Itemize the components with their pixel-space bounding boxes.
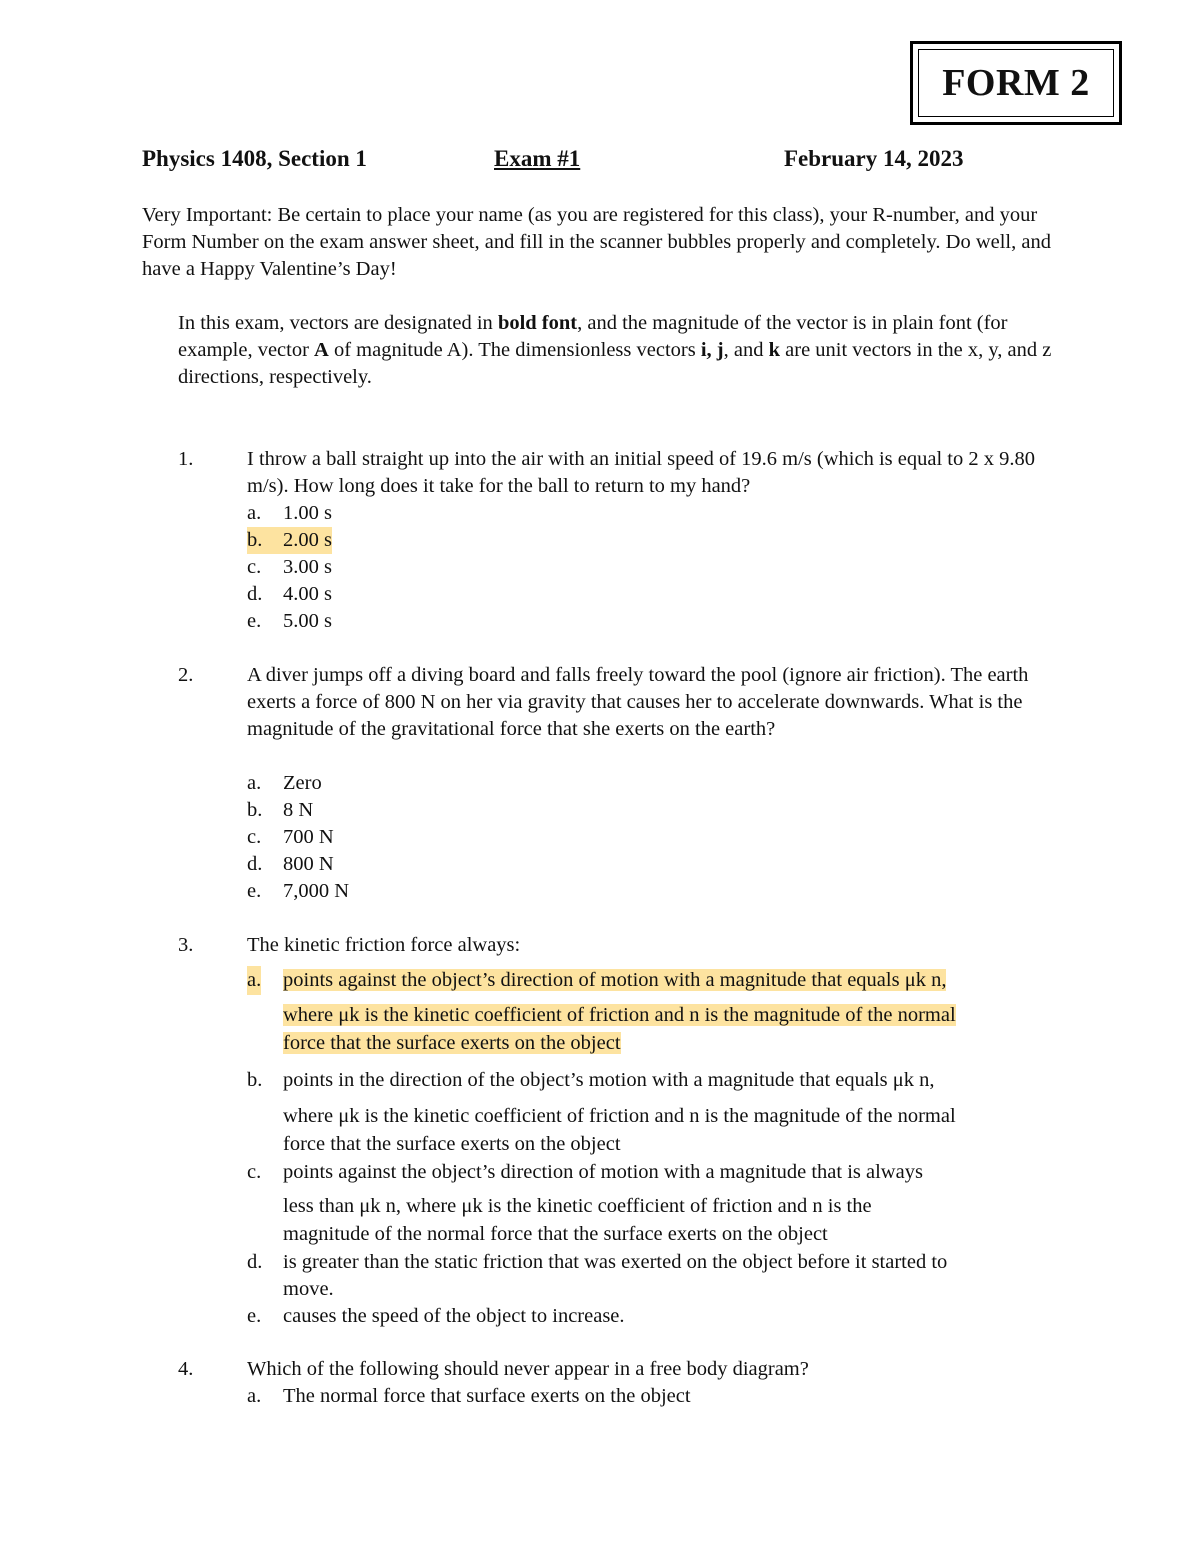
option-text: 1.00 s <box>283 502 332 524</box>
option-text-line: force that the surface exerts on the object <box>283 1133 621 1155</box>
option-text-line: points in the direction of the object’s motion with a magnitude that equals μk n, <box>283 1069 935 1091</box>
question-number: 1. <box>178 448 194 470</box>
question-number: 4. <box>178 1358 194 1380</box>
answer-option <box>247 608 332 635</box>
answer-option <box>247 851 334 878</box>
option-text: Zero <box>283 772 322 794</box>
course-title: Physics 1408, Section 1 <box>142 146 367 171</box>
option-letter: a. <box>247 502 262 524</box>
option-text-line: causes the speed of the object to increase. <box>283 1305 625 1327</box>
option-text: 4.00 s <box>283 583 332 605</box>
option-text-line: where μk is the kinetic coefficient of friction and n is the magnitude of the normal <box>283 1105 956 1127</box>
option-letter: c. <box>247 826 262 848</box>
answer-option <box>247 797 313 824</box>
option-text: 5.00 s <box>283 610 332 632</box>
question-text: The kinetic friction force always: <box>247 934 521 956</box>
answer-option <box>247 824 334 851</box>
answer-option <box>247 581 332 608</box>
option-letter: c. <box>247 556 262 578</box>
option-letter: c. <box>247 1161 262 1183</box>
option-letter: a. <box>247 966 261 995</box>
option-letter: a. <box>247 1385 262 1407</box>
instructions-paragraph: Very Important: Be certain to place your name (as you are registered for this class), your R-number, and your Form Number on the exam answer sheet, and fill in the scanner bubbles properly and completely. Do well, and have a Happy Valentine’s Day! <box>142 204 1051 280</box>
answer-option <box>247 770 322 797</box>
option-text-line: force that the surface exerts on the object <box>283 1032 621 1054</box>
answer-option <box>247 878 349 905</box>
option-letter: b. <box>247 799 263 821</box>
vector-notation-note <box>178 310 1063 391</box>
answer-option-highlighted <box>247 966 1062 1058</box>
option-text-line: move. <box>283 1278 334 1300</box>
note-bold: A <box>314 339 329 361</box>
note-bold: i, j <box>700 339 724 361</box>
answer-option <box>247 554 332 581</box>
note-bold: bold font <box>497 312 578 334</box>
question-text: Which of the following should never appear in a free body diagram? <box>247 1358 809 1380</box>
form-number-box <box>910 41 1122 125</box>
option-letter: e. <box>247 1305 262 1327</box>
option-text: 700 N <box>283 826 334 848</box>
answer-option <box>247 1383 691 1410</box>
option-text-line: less than μk n, where μk is the kinetic coefficient of friction and n is the <box>283 1195 872 1217</box>
note-text: In this exam, vectors are designated in <box>178 312 498 334</box>
option-letter: d. <box>247 1251 263 1273</box>
note-bold: k <box>768 339 781 361</box>
option-text: 3.00 s <box>283 556 332 578</box>
form-number-label: FORM 2 <box>918 49 1114 117</box>
option-text-line: is greater than the static friction that was exerted on the object before it started to <box>283 1251 948 1273</box>
answer-option-highlighted <box>247 527 332 554</box>
option-text-line: points against the object’s direction of motion with a magnitude that equals μk n, <box>283 969 947 991</box>
option-text: 7,000 N <box>283 880 350 902</box>
note-text: of magnitude A). The dimensionless vectors <box>328 339 701 361</box>
option-text: 800 N <box>283 853 334 875</box>
option-text: 8 N <box>283 799 314 821</box>
note-text: , and the magnitude of the vector is in plain font (for example, vector <box>178 312 1008 361</box>
answer-option <box>247 1066 1062 1158</box>
option-text-line: where μk is the kinetic coefficient of friction and n is the magnitude of the normal <box>283 1004 956 1026</box>
option-text: 2.00 s <box>283 529 332 551</box>
option-letter: b. <box>247 1069 263 1091</box>
option-letter: e. <box>247 610 262 632</box>
answer-option <box>247 500 332 527</box>
option-text: The normal force that surface exerts on the object <box>283 1385 691 1407</box>
question-number: 3. <box>178 934 194 956</box>
option-letter: d. <box>247 583 263 605</box>
answer-option <box>247 1302 1062 1332</box>
option-text-line: magnitude of the normal force that the surface exerts on the object <box>283 1223 828 1245</box>
option-letter: e. <box>247 880 262 902</box>
option-letter: d. <box>247 853 263 875</box>
exam-title: Exam #1 <box>494 146 581 171</box>
exam-date: February 14, 2023 <box>784 146 964 171</box>
question-text: I throw a ball straight up into the air with an initial speed of 19.6 m/s (which is equal to 2 x 9.80 m/s). How long does it take for the ball to return to my hand? <box>247 448 1035 497</box>
question-number: 2. <box>178 664 194 686</box>
option-letter: b. <box>247 529 263 551</box>
question-text: A diver jumps off a diving board and falls freely toward the pool (ignore air friction). The earth exerts a force of 800 N on her via gravity that causes her to accelerate downwards. What is the magnitude of the gravitational force that she exerts on the earth? <box>247 664 1029 740</box>
note-text: are unit vectors in the x, y, and z directions, respectively. <box>178 339 1052 388</box>
option-text-line: points against the object’s direction of motion with a magnitude that is always <box>283 1161 923 1183</box>
option-letter: a. <box>247 772 262 794</box>
answer-option <box>247 1158 1062 1250</box>
note-text: , and <box>723 339 769 361</box>
answer-option <box>247 1248 1062 1308</box>
